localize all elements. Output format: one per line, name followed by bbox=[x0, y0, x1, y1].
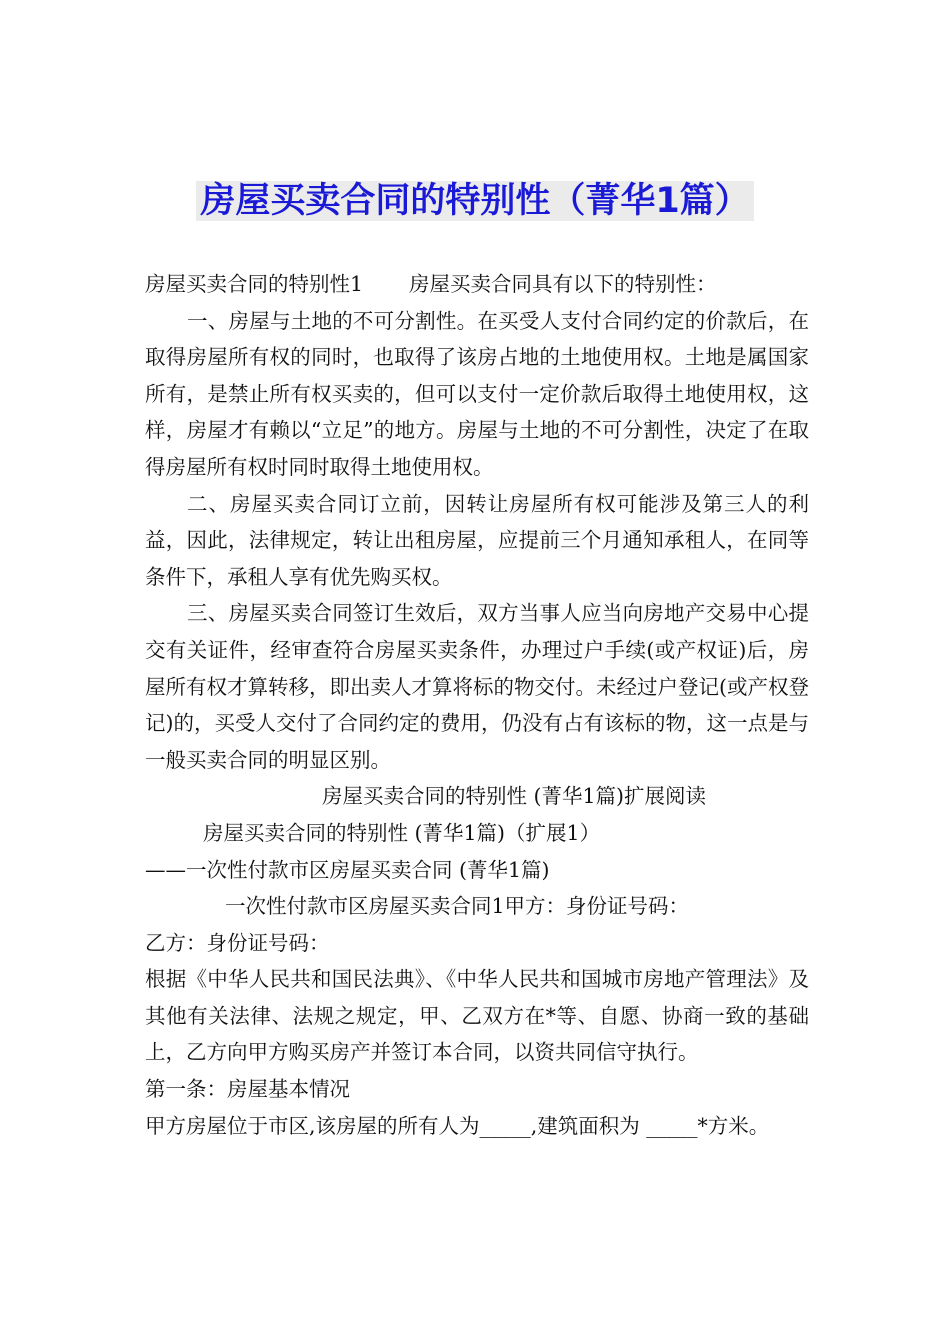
contract-basis-paragraph: 根据《中华人民共和国民法典》、《中华人民共和国城市房地产管理法》及其他有关法律、法规之规定，甲、乙双方在*等、自愿、协商一致的基础上，乙方向甲方购买房产并签订本合同，以资共同信守执行。 bbox=[145, 967, 809, 1065]
document-title bbox=[0, 176, 950, 226]
article-1-heading: 第一条：房屋基本情况 bbox=[145, 1077, 350, 1102]
title-text: 房屋买卖合同的特别性（菁华1篇） bbox=[196, 181, 753, 221]
document-body bbox=[145, 266, 809, 1144]
contract-party-a-line: 一次性付款市区房屋买卖合同1甲方：身份证号码： bbox=[225, 894, 690, 919]
paragraph-3: 三、房屋买卖合同签订生效后，双方当事人应当向房地产交易中心提交有关证件，经审查符合房屋买卖条件，办理过户手续(或产权证)后，房屋所有权才算转移，即出卖人才算将标的物交付。未经过户登记(或产权登记)的，买受人交付了合同约定的费用，仍没有占有该标的物，这一点是与一般买卖合同的明显区别。 bbox=[145, 601, 809, 772]
intro-right: 房屋买卖合同具有以下的特别性： bbox=[409, 272, 717, 296]
extension-heading: 房屋买卖合同的特别性 (菁华1篇)扩展阅读 bbox=[322, 784, 707, 809]
paragraph-1: 一、房屋与土地的不可分割性。在买受人支付合同约定的价款后，在取得房屋所有权的同时，也取得了该房占地的土地使用权。土地是属国家所有，是禁止所有权买卖的，但可以支付一定价款后取得土地使用权，这样，房屋才有赖以“立足”的地方。房屋与土地的不可分割性，决定了在取得房屋所有权时同时取得土地使用权。 bbox=[145, 308, 809, 479]
paragraph-2: 二、房屋买卖合同订立前，因转让房屋所有权可能涉及第三人的利益，因此，法律规定，转让出租房屋，应提前三个月通知承租人，在同等条件下，承租人享有优先购买权。 bbox=[145, 491, 809, 589]
extension-dash-title: ——一次性付款市区房屋买卖合同 (菁华1篇) bbox=[145, 857, 550, 882]
intro-left: 房屋买卖合同的特别性1 bbox=[145, 272, 364, 296]
intro-line bbox=[145, 266, 809, 303]
article-1-text: 甲方房屋位于市区,该房屋的所有人为_____,建筑面积为 _____*方米。 bbox=[145, 1113, 770, 1138]
extension-subheading: 房屋买卖合同的特别性 (菁华1篇)（扩展1） bbox=[203, 820, 601, 845]
contract-party-b-line: 乙方：身份证号码： bbox=[145, 930, 330, 955]
